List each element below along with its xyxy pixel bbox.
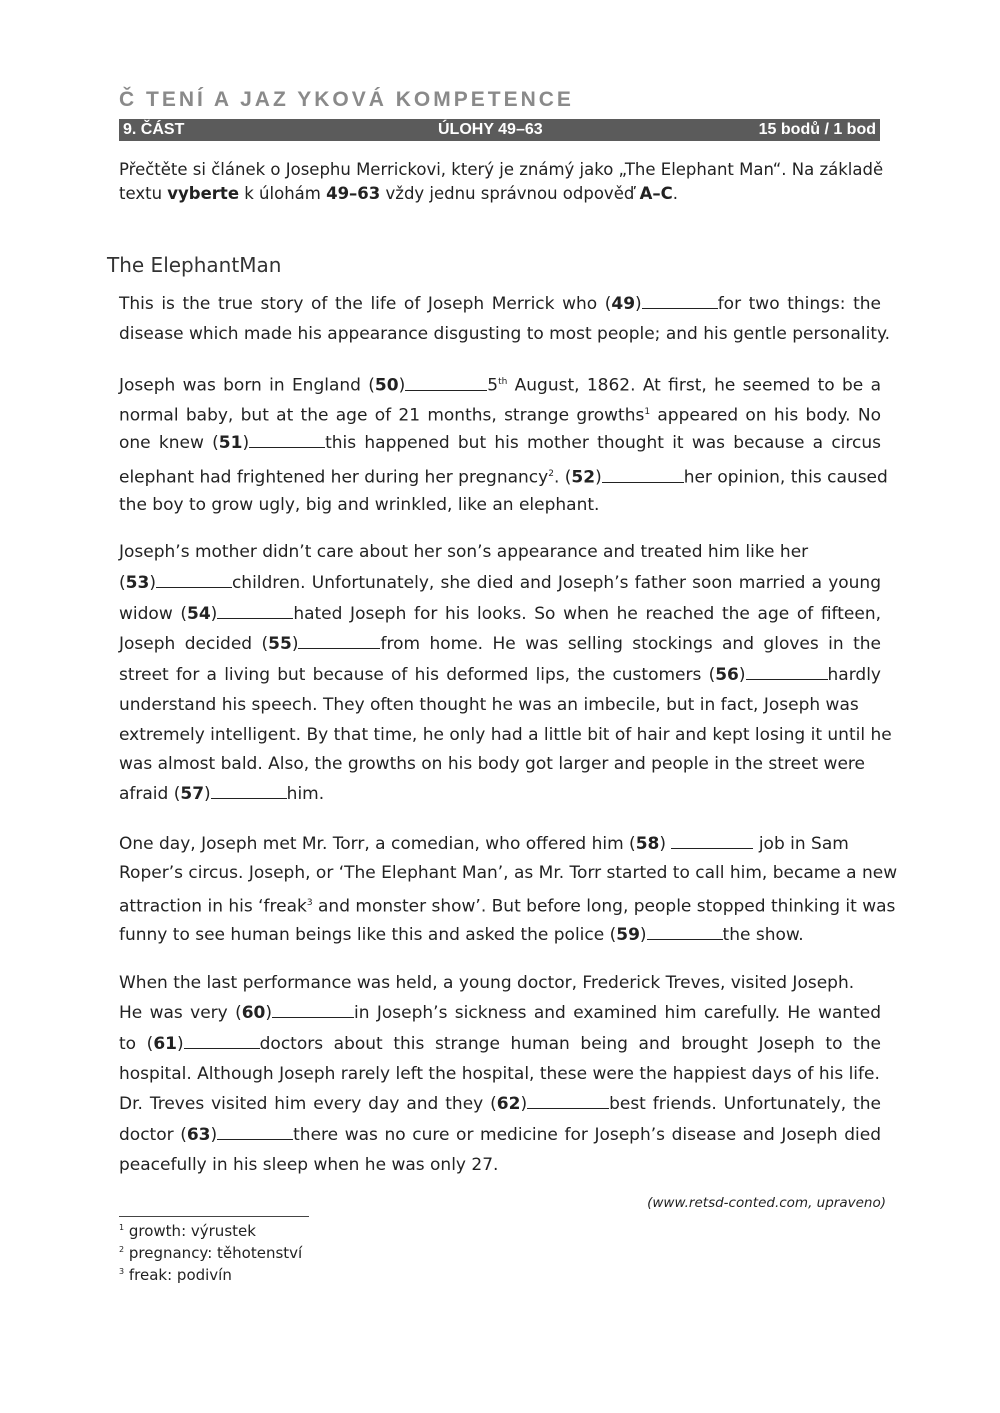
text-line — [119, 783, 881, 805]
tasks-label: ÚLOHY 49–63 — [438, 121, 543, 138]
footnote-ref[interactable]: 2 — [548, 469, 554, 479]
text-line — [119, 401, 881, 427]
text-run: ) — [149, 573, 156, 593]
gap-number: 61 — [153, 1034, 177, 1054]
answer-gap-62[interactable] — [527, 1094, 609, 1109]
answer-gap-53[interactable] — [156, 573, 232, 588]
text-line — [119, 572, 881, 594]
instructions-text: . — [672, 184, 678, 203]
text-run: ) — [639, 925, 647, 945]
text-run: him. — [286, 784, 325, 804]
text-line: When the last performance was held, a young doctor, Frederick Treves, visited Joseph. — [119, 973, 855, 993]
text-line: hospital. Although Joseph rarely left the hospital, these were the happiest days of his life. — [119, 1064, 880, 1084]
text-run: He was very ( — [119, 1003, 242, 1023]
source-citation: (www.retsd-conted.com, upraveno) — [647, 1195, 886, 1211]
text-run: doctor ( — [119, 1125, 187, 1145]
text-run: appeared on his body. No — [650, 405, 881, 426]
text-run: ) — [520, 1094, 528, 1114]
text-line — [119, 603, 881, 625]
gap-number: 52 — [571, 467, 596, 488]
text-line: was almost bald. Also, the growths on his body got larger and people in the street were — [119, 754, 865, 774]
answer-gap-63[interactable] — [217, 1125, 293, 1140]
text-run: afraid ( — [119, 784, 181, 804]
footnote-ref[interactable]: 3 — [306, 898, 313, 908]
instructions — [119, 158, 889, 206]
text-run: widow ( — [119, 604, 187, 624]
text-run: from home. He was selling stockings and gloves in the — [380, 634, 881, 654]
text-run: normal baby, but at the age of 21 months, strange growths — [119, 405, 645, 426]
footnote-ref[interactable]: 1 — [644, 407, 651, 417]
gap-number: 55 — [268, 634, 292, 654]
text-run: elephant had frightened her during her pregnancy — [119, 467, 549, 488]
answer-gap-52[interactable] — [602, 468, 684, 483]
gap-number: 63 — [186, 1125, 211, 1145]
answer-gap-51[interactable] — [249, 433, 325, 448]
text-line — [119, 833, 881, 855]
text-line — [119, 1033, 881, 1055]
footnote — [119, 1263, 232, 1284]
footnote-text: pregnancy: těhotenství — [128, 1244, 303, 1262]
text-run: one knew ( — [119, 433, 219, 453]
footnote-divider — [119, 1216, 309, 1217]
instructions-text: textu — [119, 184, 168, 203]
text-line: extremely intelligent. By that time, he only had a little bit of hair and kept losing it until he — [119, 725, 892, 745]
text-line: the boy to grow ugly, big and wrinkled, like an elephant. — [119, 495, 600, 515]
text-line: understand his speech. They often thought he was an imbecile, but in fact, Joseph was — [119, 695, 859, 715]
answer-gap-49[interactable] — [642, 294, 718, 309]
text-line — [119, 664, 881, 686]
gap-number: 54 — [187, 604, 211, 624]
text-run: best friends. Unfortunately, the — [609, 1094, 882, 1114]
text-line — [119, 633, 881, 655]
answer-gap-60[interactable] — [272, 1003, 354, 1018]
text-line — [119, 892, 896, 918]
text-line — [119, 924, 881, 946]
text-run: One day, Joseph met Mr. Torr, a comedian, who offered him ( — [119, 834, 636, 854]
instructions-text: Přečtěte si článek o Josephu Merrickovi, který je známý jako „The Elephant Man“. Na základě — [119, 160, 884, 179]
footnote-mark: 2 — [119, 1245, 125, 1254]
instructions-emphasis: A–C — [639, 184, 673, 203]
text-run: hardly — [827, 665, 881, 685]
ordinal-suffix: th — [498, 377, 508, 387]
instructions-emphasis: vyberte — [167, 184, 240, 203]
section-bar — [119, 119, 880, 141]
gap-number: 59 — [616, 925, 640, 945]
gap-number: 60 — [241, 1003, 266, 1023]
text-run: ) — [210, 1125, 218, 1145]
instructions-emphasis: 49–63 — [326, 184, 381, 203]
text-run: street for a living but because of his deformed lips, the customers ( — [119, 665, 716, 685]
text-run: ) — [635, 294, 642, 314]
answer-gap-55[interactable] — [298, 634, 380, 649]
text-run: hated Joseph for his looks. So when he reached the age of fifteen, — [293, 604, 881, 624]
points-label: 15 bodů / 1 bod — [758, 121, 876, 138]
text-line: Roper’s circus. Joseph, or ‘The Elephant Man’, as Mr. Torr started to call him, became a new — [119, 863, 898, 883]
text-line — [119, 432, 881, 454]
footnote-text: freak: podivín — [128, 1266, 232, 1284]
gap-number: 50 — [374, 375, 399, 396]
gap-number: 56 — [715, 665, 739, 685]
text-run: there was no cure or medicine for Joseph’s disease and Joseph died — [293, 1125, 881, 1145]
text-line — [119, 463, 888, 489]
text-run: ( — [119, 573, 126, 593]
text-run: ) — [595, 467, 602, 488]
text-run: children. Unfortunately, she died and Joseph’s father soon married a young — [231, 573, 881, 593]
text-line — [119, 293, 881, 315]
gap-number: 62 — [496, 1094, 521, 1114]
text-run: and monster show’. But before long, people stopped thinking it was — [312, 896, 896, 917]
gap-number: 57 — [180, 784, 205, 804]
text-line — [119, 371, 881, 397]
text-run: doctors about this strange human being and brought Joseph to the — [259, 1034, 881, 1054]
footnote-mark: 1 — [119, 1223, 125, 1232]
text-run: This is the true story of the life of Joseph Merrick who ( — [119, 294, 612, 314]
text-run: 5 — [487, 375, 499, 396]
answer-gap-56[interactable] — [746, 665, 828, 680]
part-label: 9. ČÁST — [123, 121, 185, 138]
answer-gap-50[interactable] — [405, 376, 487, 391]
text-run: attraction in his ‘freak — [119, 896, 307, 917]
footnote — [119, 1219, 256, 1240]
text-run: Joseph was born in England ( — [119, 375, 375, 396]
text-run: the show. — [722, 925, 804, 945]
text-line — [119, 1093, 881, 1115]
footnote — [119, 1241, 302, 1262]
text-run: Dr. Treves visited him every day and they ( — [119, 1094, 497, 1114]
text-line — [119, 1002, 881, 1024]
answer-gap-61[interactable] — [184, 1034, 260, 1049]
footnote-mark: 3 — [119, 1267, 125, 1276]
text-line: Joseph’s mother didn’t care about her son’s appearance and treated him like her — [119, 542, 809, 562]
text-run: Joseph decided ( — [119, 634, 269, 654]
answer-gap-59[interactable] — [647, 925, 723, 940]
text-line — [119, 1124, 881, 1146]
text-run: ) — [291, 634, 299, 654]
answer-gap-57[interactable] — [211, 784, 287, 799]
footnote-text: growth: výrustek — [128, 1222, 256, 1240]
text-run: ) — [265, 1003, 273, 1023]
text-run: for two things: the — [717, 294, 881, 314]
text-run: ) — [242, 433, 250, 453]
text-run: in Joseph’s sickness and examined him carefully. He wanted — [354, 1003, 881, 1023]
text-run: to ( — [119, 1034, 154, 1054]
gap-number: 51 — [218, 433, 243, 453]
gap-number: 58 — [635, 834, 660, 854]
answer-gap-54[interactable] — [217, 604, 293, 619]
gap-number: 53 — [125, 573, 150, 593]
text-run: ) — [204, 784, 211, 804]
text-run: ) — [398, 375, 406, 396]
text-run: ) — [176, 1034, 184, 1054]
text-line: disease which made his appearance disgusting to most people; and his gentle personality. — [119, 324, 891, 344]
text-run: job in Sam — [753, 834, 849, 854]
text-run: funny to see human beings like this and asked the police ( — [119, 925, 617, 945]
answer-gap-58[interactable] — [671, 834, 753, 849]
text-run: this happened but his mother thought it was because a circus — [325, 433, 881, 453]
text-run: her opinion, this caused — [683, 467, 888, 488]
text-run: ) — [659, 834, 667, 854]
text-run: August, 1862. At first, he seemed to be a — [507, 375, 881, 396]
text-run: ) — [738, 665, 746, 685]
article-title: The ElephantMan — [107, 253, 282, 277]
section-title: Č TENÍ A JAZ YKOVÁ KOMPETENCE — [119, 88, 574, 111]
instructions-text: vždy jednu správnou odpověď — [380, 184, 640, 203]
text-run: ) — [210, 604, 218, 624]
instructions-text: k úlohám — [239, 184, 327, 203]
gap-number: 49 — [611, 294, 636, 314]
text-line: peacefully in his sleep when he was only 27. — [119, 1155, 499, 1175]
text-run: . ( — [553, 467, 572, 488]
